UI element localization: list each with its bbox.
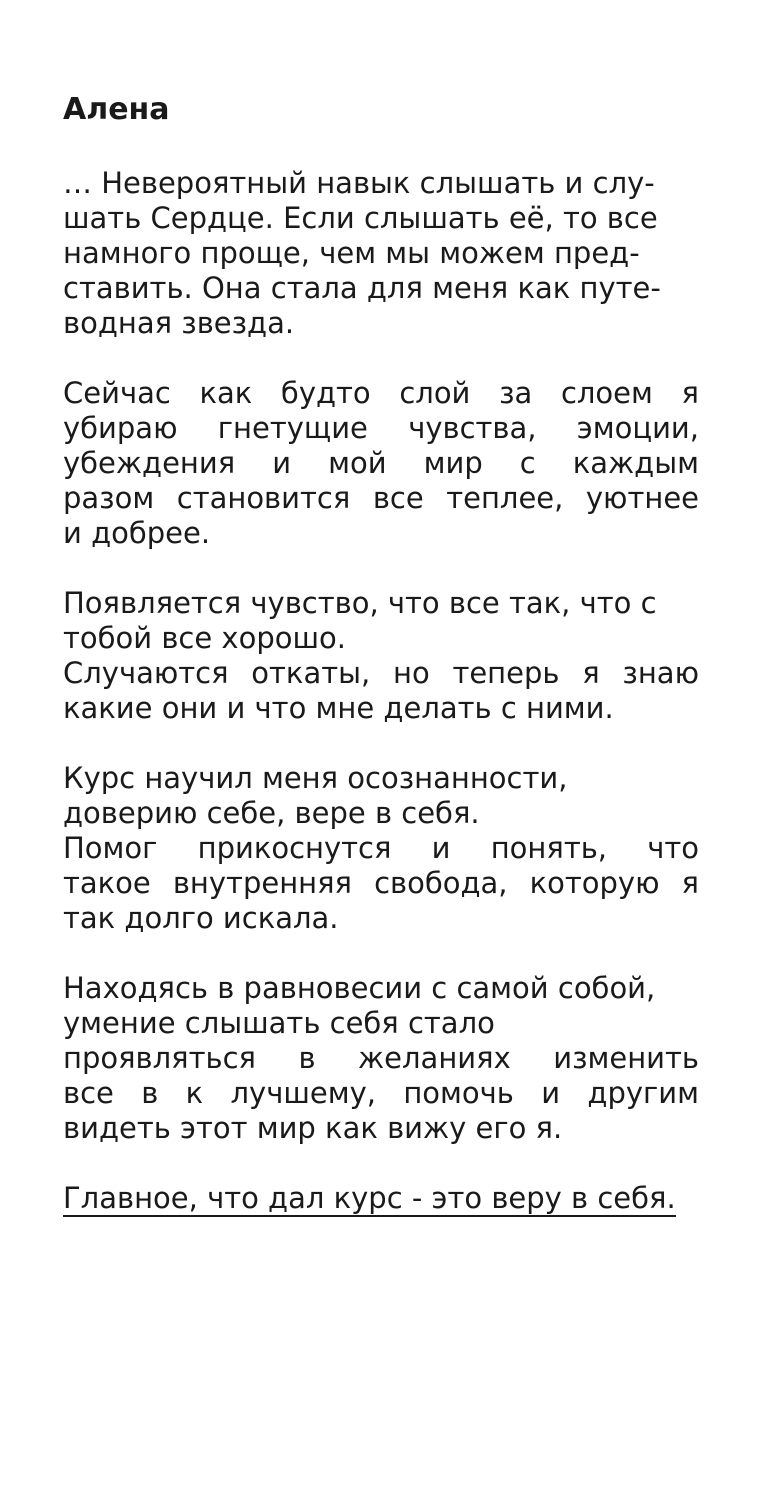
paragraph-2 <box>63 376 699 551</box>
text-line: такое внутренняя свобода, которую я <box>63 866 699 900</box>
conclusion-block <box>63 1181 699 1217</box>
paragraph-1 <box>63 166 699 341</box>
testimonial <box>63 88 699 1217</box>
text-line: Появляется чувство, что все так, что с <box>63 586 657 620</box>
text-line: видеть этот мир как вижу его я. <box>63 1111 563 1145</box>
text-line: умение слышать себя стало <box>63 1006 495 1040</box>
conclusion-text: Главное, что дал курс - это веру в себя. <box>63 1181 676 1215</box>
text-line: все в к лучшему, помочь и другим <box>63 1076 699 1110</box>
text-line: Помог прикоснутся и понять, что <box>63 831 699 865</box>
text-line: убираю гнетущие чувства, эмоции, <box>63 411 699 445</box>
text-line: доверию себе, вере в себя. <box>63 796 480 830</box>
text-line: Находясь в равновесии с самой собой, <box>63 971 656 1005</box>
text-line: водная звезда. <box>63 306 295 340</box>
text-line: ставить. Она стала для меня как путе- <box>63 271 661 305</box>
text-line: Сейчас как будто слой за слоем я <box>63 376 699 410</box>
text-line: так долго искала. <box>63 901 339 935</box>
text-line: тобой все хорошо. <box>63 621 346 655</box>
text-line: какие они и что мне делать с ними. <box>63 691 614 725</box>
text-line: Случаются откаты, но теперь я знаю <box>63 656 699 690</box>
paragraph-3 <box>63 586 699 726</box>
text-line: … Невероятный навык слышать и слу- <box>63 166 655 200</box>
text-line: шать Сердце. Если слышать её, то все <box>63 201 658 235</box>
paragraph-5 <box>63 971 699 1146</box>
paragraph-4 <box>63 761 699 936</box>
text-line: проявляться в желаниях изменить <box>63 1041 699 1075</box>
text-line: убеждения и мой мир с каждым <box>63 446 699 480</box>
text-line: Курс научил меня осознанности, <box>63 761 568 795</box>
text-line: и добрее. <box>63 516 211 550</box>
author-name: Алена <box>63 92 170 127</box>
text-line: намного проще, чем мы можем пред- <box>63 236 640 270</box>
text-line: разом становится все теплее, уютнее <box>63 481 699 515</box>
